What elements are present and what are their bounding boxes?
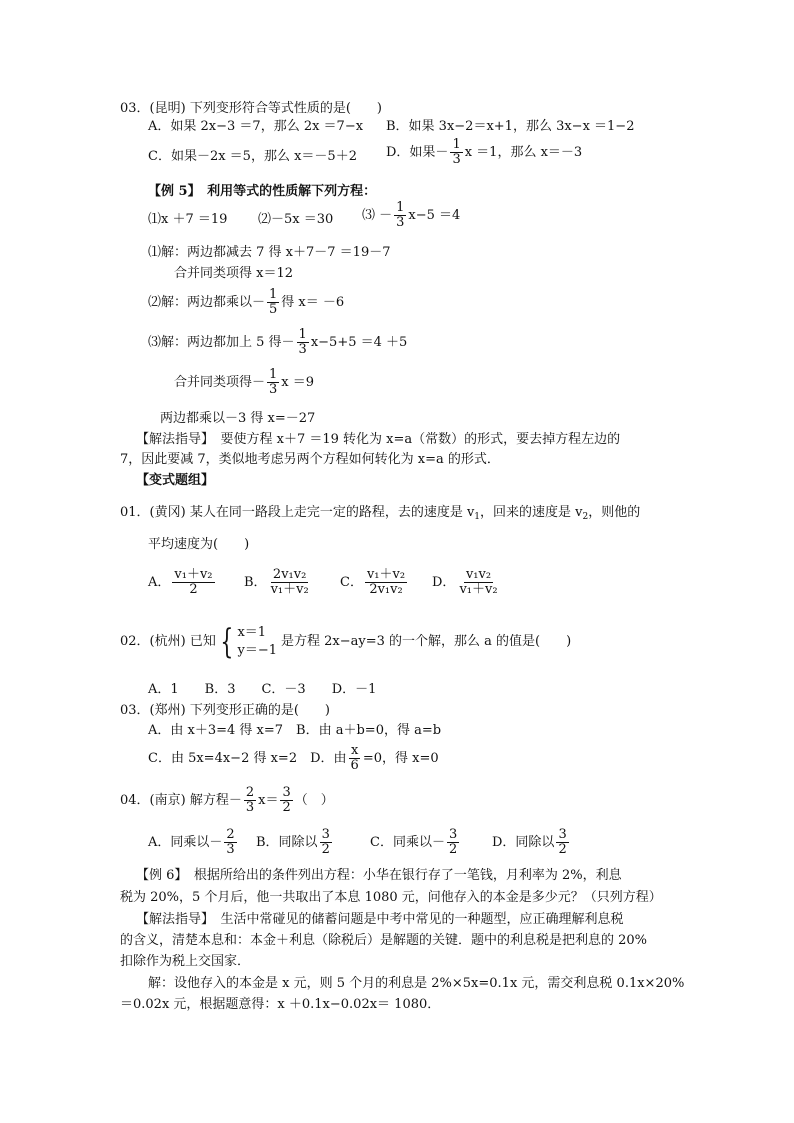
variant-group-heading: 【变式题组】 <box>136 473 215 488</box>
q01-option-a <box>148 568 217 597</box>
fraction-numerator: 2 <box>226 827 235 842</box>
ex5-step3 <box>148 328 407 357</box>
ex5-eq3-prefix: ⑶ － <box>362 207 393 223</box>
option-label: B．同除以 <box>256 834 318 850</box>
q03a-option-d <box>386 138 582 167</box>
q04-stem-prefix: 04．(南京) 解方程－ <box>120 792 242 808</box>
ex5-step3b <box>174 368 314 397</box>
fraction <box>320 828 332 857</box>
fraction <box>267 368 279 397</box>
q04-stem <box>120 786 334 815</box>
ex5-step3-prefix: ⑶解：两边都加上 5 得－ <box>148 334 295 350</box>
ex6-line3: 【解法指导】 生活中常碰见的储蓄问题是中考中常见的一种题型，应正确理解利息税 <box>136 912 624 927</box>
q03a-stem: 03．(昆明) 下列变形符合等式性质的是( ) <box>120 101 382 116</box>
fraction-numerator: v₁＋v₂ <box>366 567 406 582</box>
q04-option-b <box>256 828 334 857</box>
fraction-numerator: 1 <box>396 200 405 215</box>
ex6-line4: 的含义，清楚本息和：本金＋利息（除税后）是解题的关键．题中的利息税是把利息的 20% <box>120 933 648 948</box>
fraction <box>365 568 407 597</box>
option-label: D．同除以 <box>492 834 555 850</box>
fraction-denominator: 6 <box>350 758 359 773</box>
ex6-line5: 扣除作为税上交国家． <box>120 954 251 969</box>
system-line2: y＝−1 <box>237 643 277 658</box>
fraction-numerator: 1 <box>452 137 461 152</box>
fraction <box>172 568 214 597</box>
q04-option-a <box>148 828 239 857</box>
fraction <box>244 786 256 815</box>
ex5-step3-suffix: x−5+5 ＝4 ＋5 <box>310 334 408 350</box>
q03a-option-d-prefix: D．如果－ <box>386 144 449 160</box>
q01-option-d <box>432 568 502 597</box>
left-brace-icon: { <box>220 622 234 662</box>
fraction <box>269 568 311 597</box>
subscript: 2 <box>582 512 589 522</box>
fraction-denominator: 3 <box>245 800 255 815</box>
q03a-option-a: A．如果 2x−3 ＝7，那么 2x ＝7−x <box>148 119 364 134</box>
q03b-options-cd-suffix: =0，得 x=0 <box>362 750 439 766</box>
q04-option-d <box>492 828 571 857</box>
fraction-denominator: 2 <box>189 582 198 597</box>
ex5-guide-line2: 7，因此要减 7，类似地考虑另两个方程如何转化为 x=a 的形式． <box>120 452 500 467</box>
q02-stem-prefix: 02．(杭州) 已知 <box>120 634 216 649</box>
option-label: D． <box>432 574 456 590</box>
fraction-denominator: 2 <box>282 800 291 815</box>
q03a-option-b: B．如果 3x−2＝x+1，那么 3x−x ＝1−2 <box>386 119 635 134</box>
system-line1: x＝1 <box>237 625 267 640</box>
q02-stem <box>120 624 571 660</box>
fraction-numerator: 2v₁v₂ <box>272 567 307 582</box>
ex5-eq2: ⑵－5x ＝30 <box>258 212 334 227</box>
fraction <box>349 744 361 773</box>
fraction-denominator: 2v₁v₂ <box>369 582 403 597</box>
option-label: A． <box>148 574 171 590</box>
q03b-options-ab: A．由 x＋3=4 得 x=7 B．由 a＋b=0，得 a=b <box>148 723 442 738</box>
fraction <box>450 138 462 167</box>
fraction <box>280 786 292 815</box>
fraction-numerator: 2 <box>245 785 255 800</box>
q01-stem-part3: ，则他的 <box>588 505 641 520</box>
fraction-numerator: 3 <box>448 827 458 842</box>
fraction-numerator: x <box>351 743 359 758</box>
ex5-step3b-suffix: x ＝9 <box>281 374 315 390</box>
option-label: B． <box>244 574 267 590</box>
option-label: C． <box>340 574 363 590</box>
q01-stem-part2: ，回来的速度是 v <box>480 505 583 520</box>
fraction-denominator: 3 <box>226 842 235 857</box>
q02-stem-suffix: 是方程 2x−ay=3 的一个解，那么 a 的值是( ) <box>280 634 572 649</box>
fraction-denominator: 3 <box>298 342 307 357</box>
fraction-denominator: v₁＋v₂ <box>270 582 309 597</box>
q03a-option-d-suffix: x ＝1，那么 x＝－3 <box>464 144 583 160</box>
q04-stem-suffix: （ ） <box>294 792 334 808</box>
ex5-step2-suffix: 得 x＝ －6 <box>281 294 345 310</box>
fraction <box>224 828 236 857</box>
ex5-step3c: 两边都乘以－3 得 x=－27 <box>160 411 316 426</box>
fraction-numerator: 1 <box>298 327 307 342</box>
fraction-numerator: v₁＋v₂ <box>174 567 213 582</box>
q01-stem-line1 <box>120 504 640 526</box>
fraction-denominator: 5 <box>269 302 278 317</box>
q01-option-c <box>340 568 409 597</box>
fraction-denominator: 2 <box>558 842 567 857</box>
fraction <box>267 288 279 317</box>
ex5-step2 <box>148 288 344 317</box>
q03b-options-cd-prefix: C．由 5x=4x−2 得 x=2 D．由 <box>148 750 347 766</box>
fraction-denominator: 3 <box>269 382 278 397</box>
fraction-numerator: 1 <box>269 367 278 382</box>
fraction-denominator: 2 <box>321 842 330 857</box>
fraction-denominator: v₁＋v₂ <box>459 582 498 597</box>
fraction <box>447 828 459 857</box>
ex5-eq3 <box>362 201 460 230</box>
fraction-denominator: 3 <box>396 215 405 230</box>
q01-stem-part1: 01．(黄冈) 某人在同一路段上走完一定的路程，去的速度是 v <box>120 505 475 520</box>
q04-stem-middle: x＝ <box>258 792 279 808</box>
q02-options: A．1 B．3 C．－3 D．－1 <box>148 682 377 697</box>
fraction <box>457 568 499 597</box>
fraction-numerator: 3 <box>558 827 567 842</box>
subscript: 1 <box>474 512 481 522</box>
ex5-heading: 【例 5】 利用等式的性质解下列方程： <box>148 184 377 199</box>
option-label: C．同乘以－ <box>370 834 445 850</box>
ex5-eq3-suffix: x−5 ＝4 <box>408 207 461 223</box>
ex5-eq1: ⑴x ＋7 ＝19 <box>148 212 228 227</box>
q01-stem-line2: 平均速度为( ) <box>148 537 250 552</box>
ex6-line6: 解：设他存入的本金是 x 元，则 5 个月的利息是 2%×5x=0.1x 元，需交利息税 0.1x×20% <box>148 976 685 991</box>
fraction-denominator: 3 <box>452 152 461 167</box>
ex6-line2: 税为 20%，5 个月后，他一共取出了本息 1080 元，问他存入的本金是多少元？（只列方程） <box>120 890 662 905</box>
q03b-options-cd <box>148 744 439 773</box>
fraction-numerator: 3 <box>321 827 330 842</box>
ex6-line7: ＝0.02x 元，根据题意得：x ＋0.1x−0.02x＝ 1080． <box>120 997 441 1012</box>
q03b-stem: 03．(郑州) 下列变形正确的是( ) <box>120 703 330 718</box>
fraction-numerator: v₁v₂ <box>465 567 492 582</box>
equation-system <box>237 624 277 660</box>
ex6-line1: 【例 6】 根据所给出的条件列出方程：小华在银行存了一笔钱，月利率为 2%，利息 <box>136 868 622 883</box>
fraction <box>297 328 309 357</box>
q01-option-b <box>244 568 313 597</box>
fraction-denominator: 2 <box>448 842 458 857</box>
fraction <box>556 828 568 857</box>
option-label: A．同乘以－ <box>148 834 223 850</box>
ex5-guide-line1: 【解法指导】 要使方程 x＋7 ＝19 转化为 x=a（常数）的形式，要去掉方程左边的 <box>136 432 621 447</box>
q03a-option-c: C．如果－2x ＝5，那么 x＝－5＋2 <box>148 149 357 164</box>
q04-option-c <box>370 828 461 857</box>
fraction <box>394 201 406 230</box>
fraction-numerator: 3 <box>282 785 291 800</box>
ex5-step1b: 合并同类项得 x＝12 <box>174 266 294 281</box>
fraction-numerator: 1 <box>269 287 278 302</box>
ex5-step3b-prefix: 合并同类项得－ <box>174 374 266 390</box>
ex5-step2-prefix: ⑵解：两边都乘以－ <box>148 294 266 310</box>
ex5-step1: ⑴解：两边都减去 7 得 x＋7－7 ＝19－7 <box>148 245 391 260</box>
